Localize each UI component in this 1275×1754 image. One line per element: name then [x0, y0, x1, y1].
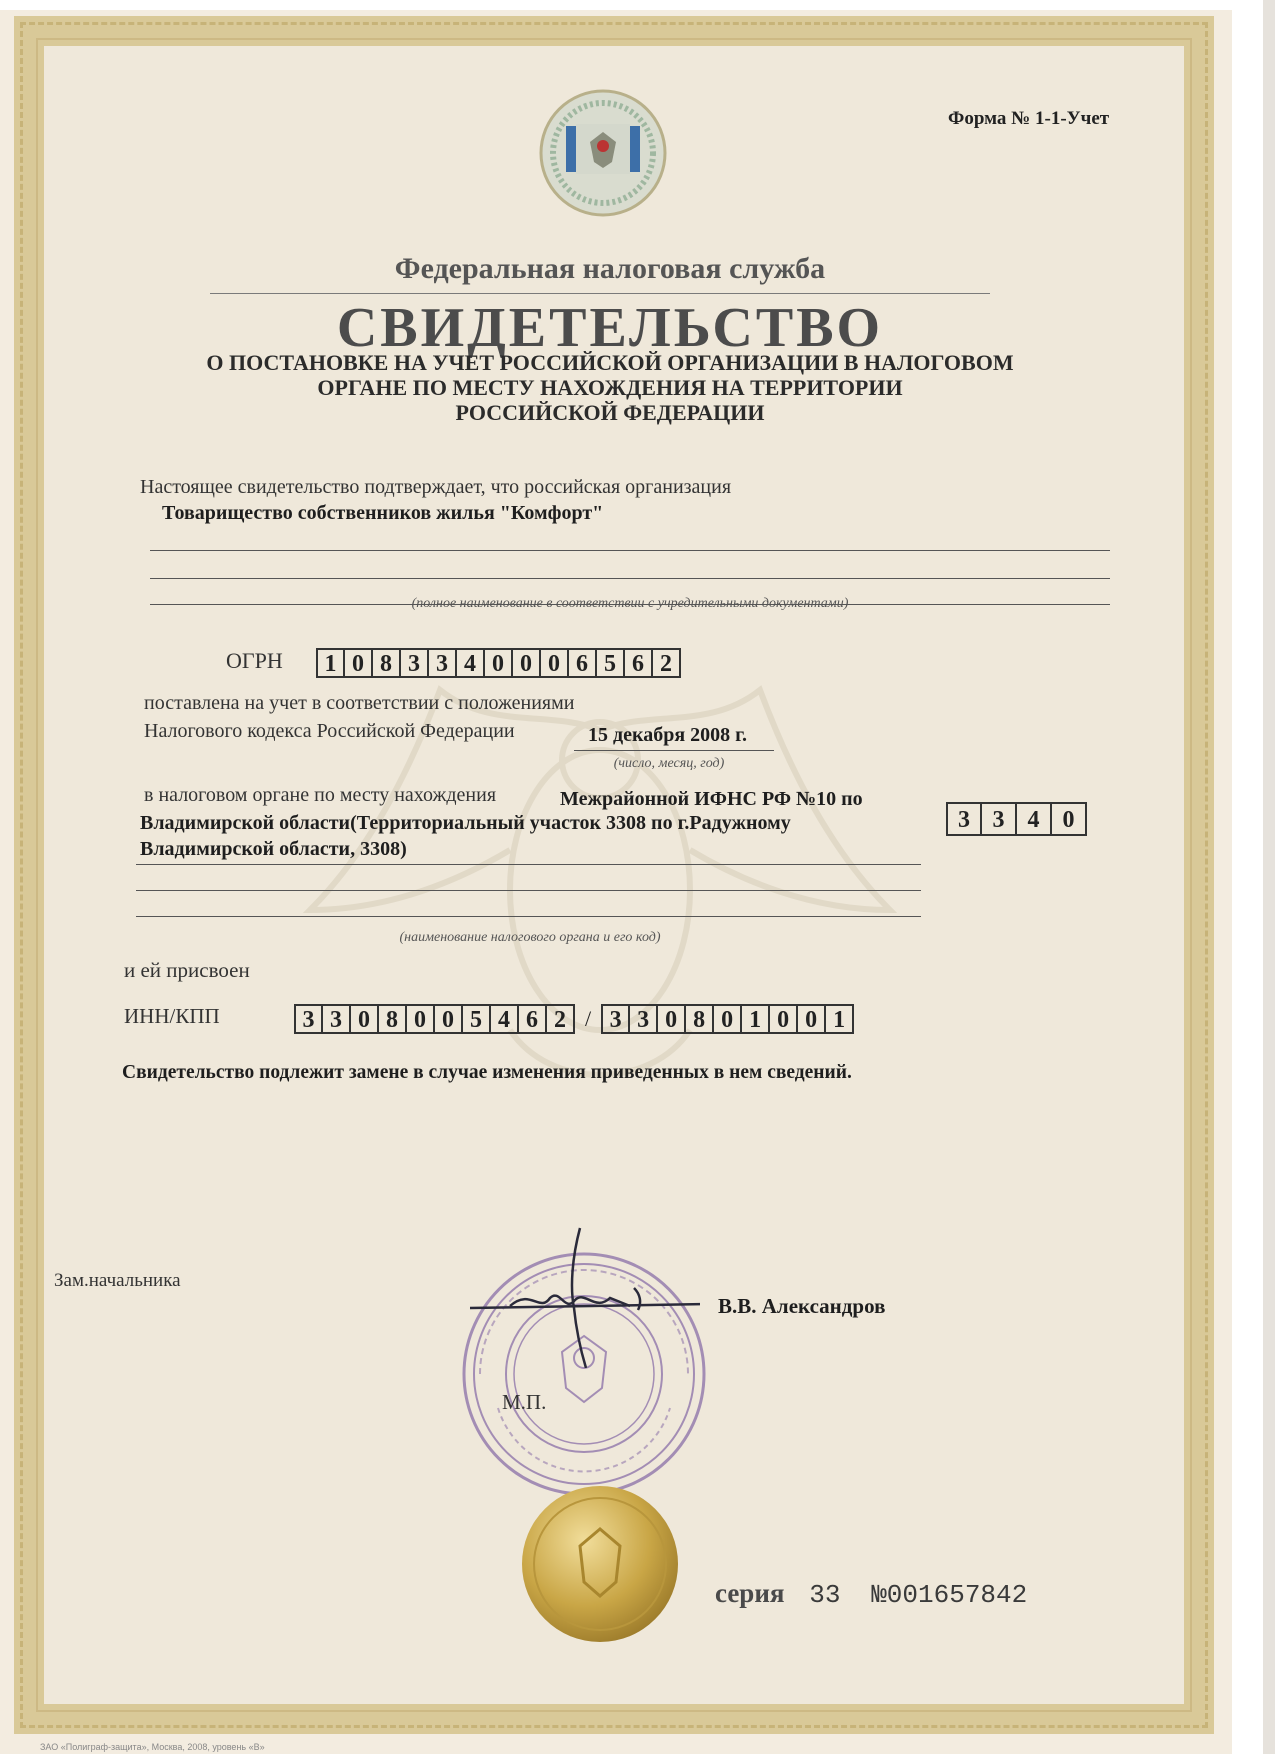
intro-text: Настоящее свидетельство подтверждает, что российская организация	[140, 476, 732, 498]
tax-office-code-digit: 4	[1016, 802, 1052, 836]
inn-digit: 2	[546, 1004, 575, 1034]
fill-line	[136, 864, 921, 865]
fill-line	[574, 750, 774, 751]
org-caption: (полное наименование в соответствии с учредительными документами)	[411, 596, 849, 611]
replacement-notice: Свидетельство подлежит замене в случае изменения приведенных в нем сведений.	[122, 1062, 852, 1083]
fill-line	[136, 890, 921, 891]
inn-digit: 8	[378, 1004, 407, 1034]
inn-digit: 0	[434, 1004, 463, 1034]
agency-name: Федеральная налоговая служба	[394, 252, 826, 285]
gold-seal	[520, 1484, 680, 1644]
ogrn-digit: 3	[400, 648, 429, 678]
inn-digit: 0	[406, 1004, 435, 1034]
subtitle	[0, 350, 1220, 425]
tax-office-line: Владимирской области(Территориальный участок 3308 по г.Радужному	[140, 812, 791, 834]
registered-text: поставлена на учет в соответствии с положениями	[144, 692, 575, 714]
tax-office-code-digit: 3	[981, 802, 1017, 836]
series-code: 33	[809, 1580, 841, 1610]
date-caption: (число, месяц, год)	[613, 756, 725, 771]
kpp-digit: 1	[825, 1004, 854, 1034]
signer-position: Зам.начальника	[54, 1270, 181, 1291]
kpp-digit: 0	[769, 1004, 798, 1034]
scan-edge	[1263, 0, 1275, 1754]
ogrn-digit: 0	[344, 648, 373, 678]
inn-digit: 0	[350, 1004, 379, 1034]
kpp-digit: 8	[685, 1004, 714, 1034]
subtitle-line: О ПОСТАНОВКЕ НА УЧЕТ РОССИЙСКОЙ ОРГАНИЗАЦИИ В НАЛОГОВОМ	[206, 350, 1014, 375]
inn-digit: 3	[322, 1004, 351, 1034]
form-number: Форма № 1-1-Учет	[948, 108, 1110, 129]
tax-office-caption: (наименование налогового органа и его код)	[399, 930, 661, 945]
kpp-digit: 1	[741, 1004, 770, 1034]
ogrn-digit: 1	[316, 648, 345, 678]
ogrn-digit: 2	[652, 648, 681, 678]
tax-office-line: Межрайонной ИФНС РФ №10 по	[560, 788, 863, 810]
ogrn-digit: 6	[568, 648, 597, 678]
assigned-text: и ей присвоен	[124, 958, 250, 982]
fill-line	[136, 916, 921, 917]
inn-digit: 4	[490, 1004, 519, 1034]
kpp-digit: 0	[713, 1004, 742, 1034]
inn-digit: 6	[518, 1004, 547, 1034]
inn-digit: 5	[462, 1004, 491, 1034]
inn-kpp-row	[294, 1004, 854, 1034]
ogrn-digit: 8	[372, 648, 401, 678]
signer-name: В.В. Александров	[718, 1294, 886, 1318]
ogrn-digit: 0	[484, 648, 513, 678]
tax-code-text: Налогового кодекса Российской Федерации	[144, 720, 515, 742]
inn-kpp-label: ИНН/КПП	[124, 1004, 220, 1028]
series-block	[715, 1578, 1027, 1610]
inn-digit: 3	[294, 1004, 323, 1034]
ogrn-digit: 0	[512, 648, 541, 678]
kpp-digit: 0	[657, 1004, 686, 1034]
ogrn-boxes	[316, 648, 681, 678]
tax-office-code-boxes	[946, 802, 1087, 836]
kpp-digit: 0	[797, 1004, 826, 1034]
tax-office-code-digit: 0	[1051, 802, 1087, 836]
signature-scribble	[470, 1218, 700, 1368]
tax-office-prefix: в налоговом органе по месту нахождения	[144, 784, 497, 806]
ogrn-digit: 0	[540, 648, 569, 678]
kpp-digit: 3	[629, 1004, 658, 1034]
ogrn-digit: 6	[624, 648, 653, 678]
series-label: серия	[715, 1578, 785, 1608]
fill-line	[150, 578, 1110, 579]
kpp-digit: 3	[601, 1004, 630, 1034]
page-title: СВИДЕТЕЛЬСТВО	[336, 297, 884, 359]
kpp-boxes	[601, 1004, 854, 1034]
inn-boxes	[294, 1004, 575, 1034]
stamp-place-label: М.П.	[502, 1390, 547, 1414]
certificate-number: №001657842	[871, 1580, 1028, 1610]
ogrn-digit: 3	[428, 648, 457, 678]
ogrn-digit: 5	[596, 648, 625, 678]
subtitle-line: РОССИЙСКОЙ ФЕДЕРАЦИИ	[455, 400, 765, 425]
printer-imprint: ЗАО «Полиграф-защита», Москва, 2008, уровень «В»	[40, 1742, 265, 1752]
ogrn-digit: 4	[456, 648, 485, 678]
fill-line	[150, 550, 1110, 551]
divider	[210, 293, 990, 294]
subtitle-line: ОРГАНЕ ПО МЕСТУ НАХОЖДЕНИЯ НА ТЕРРИТОРИИ	[317, 375, 903, 400]
inn-kpp-separator: /	[585, 1006, 592, 1031]
ogrn-label: ОГРН	[226, 648, 283, 673]
tax-office-code-digit: 3	[946, 802, 982, 836]
registration-date: 15 декабря 2008 г.	[588, 724, 747, 746]
hologram-emblem	[538, 88, 668, 218]
tax-office-line: Владимирской области, 3308)	[140, 838, 407, 860]
organization-name: Товарищество собственников жилья "Комфорт"	[162, 502, 604, 524]
